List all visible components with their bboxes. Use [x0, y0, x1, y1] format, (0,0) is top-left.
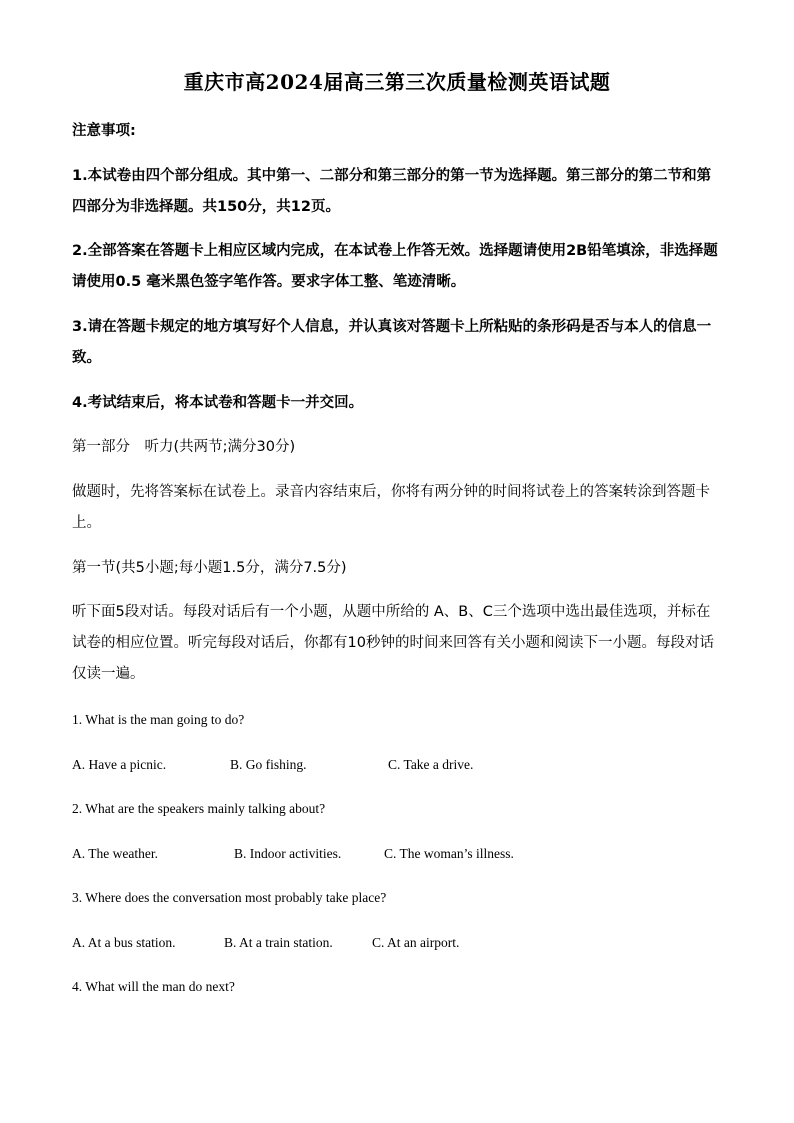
option-a: A. Have a picnic. [72, 757, 167, 772]
part1-heading: 第一部分 听力(共两节;满分30分) [72, 439, 296, 455]
notice-heading: 注意事项: [72, 123, 136, 139]
question-4: 4. What will the man do next? [72, 979, 235, 994]
section1-heading: 第一节(共5小题;每小题1.5分，满分7.5分) [72, 560, 347, 576]
question-3: 3. Where does the conversation most probably take place? [72, 890, 387, 905]
option-a: A. The weather. [72, 846, 158, 861]
option-b: B. At a train station. [224, 935, 333, 950]
option-c: C. At an airport. [372, 935, 460, 950]
exam-title: 重庆市高2024届高三第三次质量检测英语试题 [183, 70, 611, 94]
notice-item-3: 3.请在答题卡规定的地方填写好个人信息，并认真该对答题卡上所粘贴的条形码是否与本人的信息一致。 [72, 319, 712, 366]
option-b: B. Go fishing. [230, 757, 307, 772]
option-b: B. Indoor activities. [234, 846, 342, 861]
part1-instruction: 做题时，先将答案标在试卷上。录音内容结束后，你将有两分钟的时间将试卷上的答案转涂到答题卡上。 [72, 484, 710, 531]
section1-instruction: 听下面5段对话。每段对话后有一个小题，从题中所给的 A、B、C三个选项中选出最佳选项，并标在试卷的相应位置。听完每段对话后，你都有10秒钟的时间来回答有关小题和阅读下一小题。每段对话仅读一遍。 [72, 604, 714, 682]
question-2: 2. What are the speakers mainly talking about? [72, 801, 326, 816]
notice-item-2: 2.全部答案在答题卡上相应区域内完成，在本试卷上作答无效。选择题请使用2B铅笔填涂，非选择题请使用0.5 毫米黑色签字笔作答。要求字体工整、笔迹清晰。 [72, 243, 718, 290]
option-c: C. The woman’s illness. [384, 846, 514, 861]
notice-item-4: 4.考试结束后，将本试卷和答题卡一并交回。 [72, 395, 364, 411]
notice-item-1: 1.本试卷由四个部分组成。其中第一、二部分和第三部分的第一节为选择题。第三部分的第二节和第四部分为非选择题。共150分，共12页。 [72, 168, 712, 215]
option-a: A. At a bus station. [72, 935, 176, 950]
question-1: 1. What is the man going to do? [72, 712, 245, 727]
option-c: C. Take a drive. [388, 757, 474, 772]
